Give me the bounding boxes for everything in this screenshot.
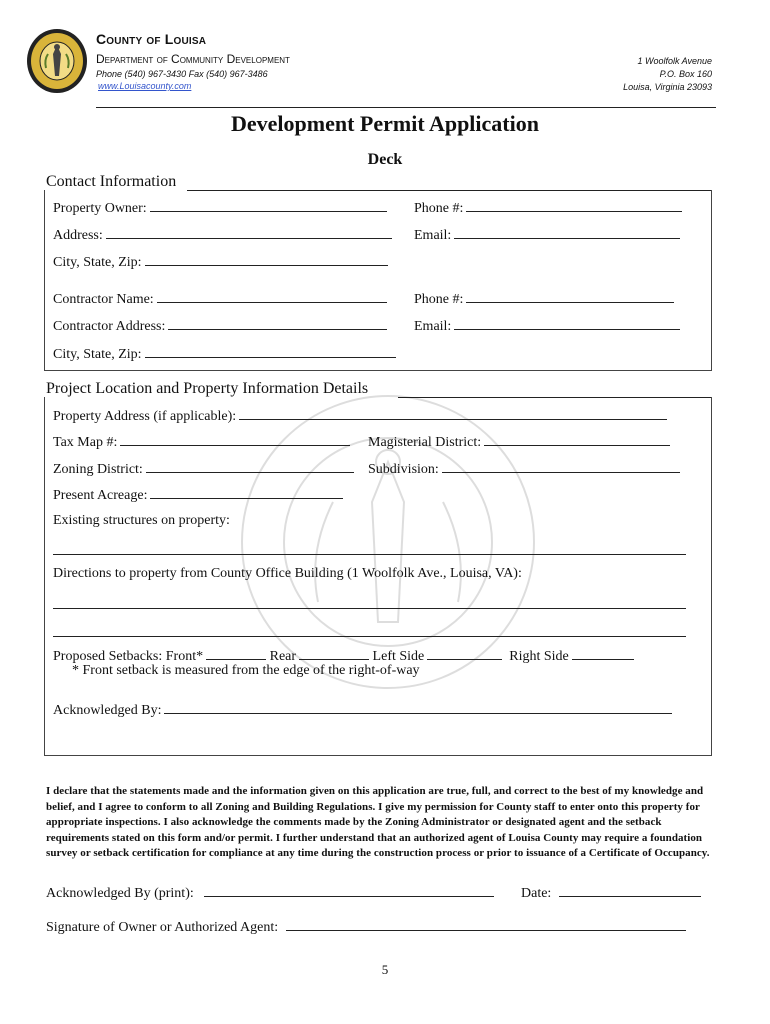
- zoning-district-field[interactable]: [53, 459, 354, 478]
- contractor-name-blank[interactable]: [157, 289, 387, 303]
- contact-section-heading: Contact Information: [46, 173, 177, 190]
- present-acreage-field[interactable]: [53, 485, 343, 504]
- owner-email-blank[interactable]: [454, 225, 680, 239]
- signature-field[interactable]: [46, 917, 686, 936]
- signature-blank[interactable]: [286, 917, 686, 931]
- contractor-city-state-zip-field[interactable]: [53, 344, 396, 363]
- setback-note: * Front setback is measured from the edge of the right-of-way: [72, 663, 420, 678]
- website-link[interactable]: www.Louisacounty.com: [98, 81, 192, 91]
- owner-email-label: Email:: [414, 228, 452, 243]
- property-owner-blank[interactable]: [150, 198, 387, 212]
- form-title: Development Permit Application: [231, 111, 539, 136]
- contractor-name-field[interactable]: [53, 289, 387, 308]
- tax-map-field[interactable]: [53, 432, 350, 451]
- contractor-city-state-zip-label: City, State, Zip:: [53, 347, 142, 362]
- declaration-text: I declare that the statements made and the information given on this application are true, full, and correct to the best of my knowledge and belief, and I agree to conform to all Zoning and Building Regulations. I give my permission for County staff to enter onto this property for appropriate inspections. I also acknowledge the comments made by the Zoning Administrator or designated agent and the setback requirements stated on this form and/or permit. I further understand that an authorized agent of Louisa County may require a foundation survey or setback certification for compliance at any time during the construction process or prior to issuance of a Certificate of Occupancy.: [46, 785, 710, 860]
- existing-structures-blank[interactable]: [53, 554, 686, 555]
- acknowledged-print-field[interactable]: [46, 883, 494, 902]
- county-name: County of Louisa: [96, 31, 207, 47]
- property-owner-label: Property Owner:: [53, 201, 147, 216]
- county-seal-logo: [26, 28, 88, 94]
- present-acreage-blank[interactable]: [150, 485, 343, 499]
- magisterial-district-label: Magisterial District:: [368, 435, 482, 450]
- tax-map-label: Tax Map #:: [53, 435, 118, 450]
- acknowledged-by-field[interactable]: [53, 700, 672, 719]
- contractor-name-label: Contractor Name:: [53, 292, 154, 307]
- front-setback-blank[interactable]: [206, 646, 266, 660]
- department-name: Department of Community Development: [96, 52, 290, 66]
- rear-setback-label: Rear: [269, 649, 297, 664]
- owner-city-state-zip-label: City, State, Zip:: [53, 255, 142, 270]
- property-address-blank[interactable]: [239, 406, 667, 420]
- address-label: Address:: [53, 228, 103, 243]
- contractor-phone-blank[interactable]: [466, 289, 674, 303]
- subdivision-blank[interactable]: [442, 459, 680, 473]
- magisterial-district-blank[interactable]: [484, 432, 670, 446]
- magisterial-district-field[interactable]: [368, 432, 670, 451]
- contractor-phone-label: Phone #:: [414, 292, 464, 307]
- header-divider: [96, 107, 716, 108]
- address-field[interactable]: [53, 225, 392, 244]
- front-setback-label: Proposed Setbacks: Front*: [53, 649, 204, 664]
- directions-blank-2[interactable]: [53, 636, 686, 637]
- owner-phone-field[interactable]: [414, 198, 682, 217]
- right-setback-label: Right Side: [509, 649, 569, 664]
- tax-map-blank[interactable]: [120, 432, 350, 446]
- owner-phone-blank[interactable]: [466, 198, 682, 212]
- contractor-address-field[interactable]: [53, 316, 387, 335]
- property-owner-field[interactable]: [53, 198, 387, 217]
- acknowledged-print-blank[interactable]: [204, 883, 494, 897]
- right-setback-blank[interactable]: [572, 646, 634, 660]
- left-setback-label: Left Side: [372, 649, 425, 664]
- contractor-email-blank[interactable]: [454, 316, 680, 330]
- acknowledged-print-label: Acknowledged By (print):: [46, 886, 194, 901]
- present-acreage-label: Present Acreage:: [53, 488, 148, 503]
- page-number: 5: [381, 962, 389, 977]
- contractor-phone-field[interactable]: [414, 289, 674, 308]
- zoning-district-blank[interactable]: [146, 459, 354, 473]
- rear-setback-blank[interactable]: [299, 646, 369, 660]
- date-blank[interactable]: [559, 883, 701, 897]
- owner-city-state-zip-field[interactable]: [53, 252, 388, 271]
- contractor-address-label: Contractor Address:: [53, 319, 166, 334]
- directions-blank-1[interactable]: [53, 608, 686, 609]
- owner-phone-label: Phone #:: [414, 201, 464, 216]
- address-line: P.O. Box 160: [659, 69, 712, 79]
- owner-city-state-zip-blank[interactable]: [145, 252, 388, 266]
- project-section-heading: Project Location and Property Information Details: [46, 380, 369, 397]
- subdivision-field[interactable]: [368, 459, 680, 478]
- date-field[interactable]: [521, 883, 701, 902]
- zoning-district-label: Zoning District:: [53, 462, 143, 477]
- contractor-email-label: Email:: [414, 319, 452, 334]
- date-label: Date:: [521, 886, 552, 901]
- acknowledged-by-label: Acknowledged By:: [53, 703, 162, 718]
- contractor-address-blank[interactable]: [168, 316, 387, 330]
- contractor-city-state-zip-blank[interactable]: [145, 344, 396, 358]
- signature-label: Signature of Owner or Authorized Agent:: [46, 920, 279, 935]
- form-subtitle: Deck: [367, 151, 403, 168]
- acknowledged-by-blank[interactable]: [164, 700, 672, 714]
- address-blank[interactable]: [106, 225, 392, 239]
- directions-label: Directions to property from County Office Building (1 Woolfolk Ave., Louisa, VA):: [53, 566, 522, 581]
- subdivision-label: Subdivision:: [368, 462, 439, 477]
- contractor-email-field[interactable]: [414, 316, 680, 335]
- phone-fax: Phone (540) 967-3430 Fax (540) 967-3486: [96, 69, 268, 79]
- address-line: 1 Woolfolk Avenue: [637, 56, 712, 66]
- left-setback-blank[interactable]: [427, 646, 502, 660]
- address-line: Louisa, Virginia 23093: [623, 82, 712, 92]
- existing-structures-label: Existing structures on property:: [53, 513, 230, 528]
- property-address-label: Property Address (if applicable):: [53, 409, 237, 424]
- office-address: [623, 55, 712, 94]
- owner-email-field[interactable]: [414, 225, 680, 244]
- property-address-field[interactable]: [53, 406, 667, 425]
